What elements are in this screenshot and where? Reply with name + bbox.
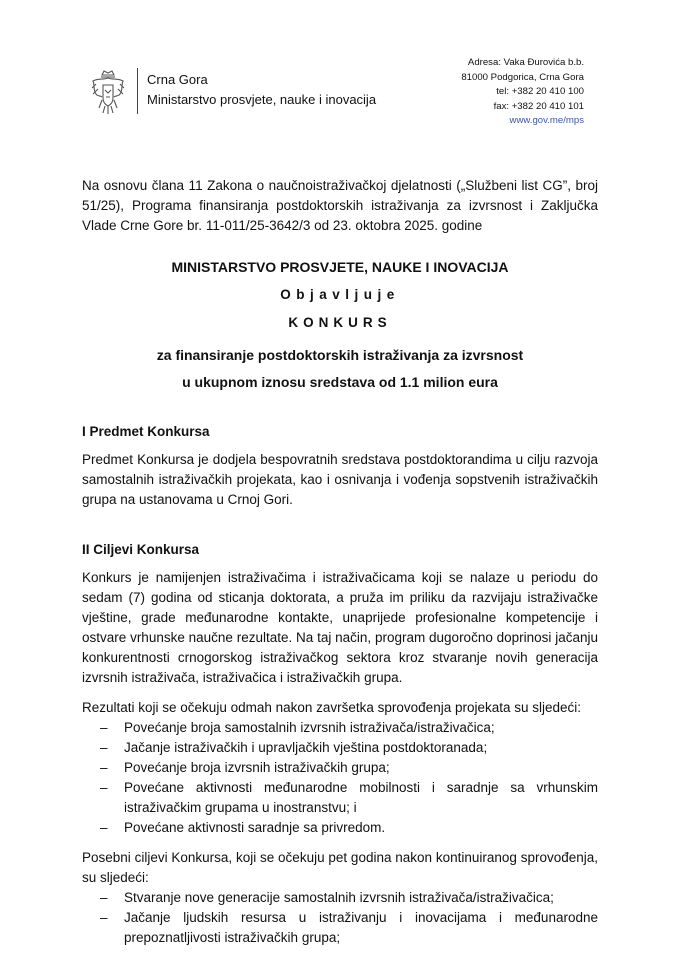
dash-bullet: – xyxy=(100,720,108,735)
list-item-text: Stvaranje nove generacije samostalnih izvrsnih istraživača/istraživačica; xyxy=(124,890,554,905)
montenegro-coat-of-arms-icon xyxy=(88,68,128,116)
list-item-text: Povećane aktivnosti saradnje sa privredom. xyxy=(124,820,386,835)
document-title xyxy=(82,257,598,392)
dash-bullet: – xyxy=(100,890,108,905)
organization-name xyxy=(147,70,376,110)
list-item-text: Povećanje broja izvrsnih istraživačkih grupa; xyxy=(124,760,390,775)
section-2-heading: II Ciljevi Konkursa xyxy=(82,542,200,557)
list-item xyxy=(82,888,598,908)
list-item-text: Jačanje ljudskih resursa u istraživanju i inovacijama i međunarodne prepoznatljivosti istraživačkih grupa; xyxy=(124,910,598,945)
specific-goals-intro: Posebni ciljevi Konkursa, koji se očekuju pet godina nakon kontinuiranog sprovođenja, su sljedeći: xyxy=(82,850,598,885)
dash-bullet: – xyxy=(100,740,108,755)
dash-bullet: – xyxy=(100,780,108,795)
list-item xyxy=(82,758,598,778)
title-subtitle-2: u ukupnom iznosu sredstava od 1.1 milion eura xyxy=(182,374,498,390)
legal-basis-paragraph: Na osnovu člana 11 Zakona o naučnoistraživačkoj djelatnosti („Službeni list CG”, broj 51/25), Programa finansiranja postdoktorskih istraživanja za izvrsnost i Zaključka Vlade Crne Gore br. 11-011/25-3642/3 od 23. oktobra 2025. godine xyxy=(82,178,598,233)
section-1-text: Predmet Konkursa je dodjela bespovratnih sredstava postdoktorandima u cilju razvoja samostalnih istraživačkih projekata, kao i osnivanja i vođenja sopstvenih istraživačkih grupa na ustanovama u Crnoj Gori. xyxy=(82,452,598,507)
website-link[interactable]: www.gov.me/mps xyxy=(509,115,584,126)
list-item-text: Povećanje broja samostalnih izvrsnih istraživača/istraživačica; xyxy=(124,720,495,735)
address-phone: tel: +382 20 410 100 xyxy=(496,86,584,97)
address-city: 81000 Podgorica, Crna Gora xyxy=(461,71,584,83)
ministry-name: Ministarstvo prosvjete, nauke i inovacija xyxy=(147,92,377,107)
address-street: Adresa: Vaka Đurovića b.b. xyxy=(467,57,584,68)
section-2-text: Konkurs je namijenjen istraživačima i istraživačicama koji se nalaze u periodu do sedam (7) godina od sticanja doktorata, a pruža im priliku da razvijaju istraživačke vještine, grade međunarodne kontakte, unaprijede profesionalne kompetencije i ostvare vrhunske naučne rezultate. Na taj način, program dugoročno doprinosi jačanju konkurentnosti crnogorskog istraživačkog sektora kroz stvaranje novih generacija izvrsnih istraživača, istraživačica i istraživačkih grupa. xyxy=(82,570,598,685)
country-name: Crna Gora xyxy=(147,72,208,87)
list-item xyxy=(82,718,598,738)
results-intro: Rezultati koji se očekuju odmah nakon završetka sprovođenja projekata su sljedeći: xyxy=(82,700,582,715)
address-fax: fax: +382 20 410 101 xyxy=(493,100,584,112)
list-item xyxy=(82,738,598,758)
results-list xyxy=(82,718,598,838)
title-announces: Objavljuje xyxy=(280,287,400,302)
list-item-text: Jačanje istraživačkih i upravljačkih vještina postdoktoranada; xyxy=(124,740,488,755)
dash-bullet: – xyxy=(100,760,108,775)
dash-bullet: – xyxy=(100,820,108,835)
dash-bullet: – xyxy=(100,910,108,925)
list-item xyxy=(82,818,598,838)
list-item-text: Povećane aktivnosti međunarodne mobilnosti i saradnje sa vrhunskim istraživačkim grupama u inostranstvu; i xyxy=(124,780,598,815)
contact-address xyxy=(461,56,584,129)
section-1-heading: I Predmet Konkursa xyxy=(82,424,210,439)
title-ministry: MINISTARSTVO PROSVJETE, NAUKE I INOVACIJA xyxy=(171,259,509,275)
list-item xyxy=(82,908,598,948)
title-subtitle-1: za finansiranje postdoktorskih istraživanja za izvrsnost xyxy=(156,347,524,363)
document-body xyxy=(82,176,598,948)
specific-goals-list xyxy=(82,888,598,948)
list-item xyxy=(82,778,598,818)
header-divider xyxy=(137,68,138,114)
title-konkurs: KONKURS xyxy=(288,315,392,330)
letterhead xyxy=(0,0,679,150)
